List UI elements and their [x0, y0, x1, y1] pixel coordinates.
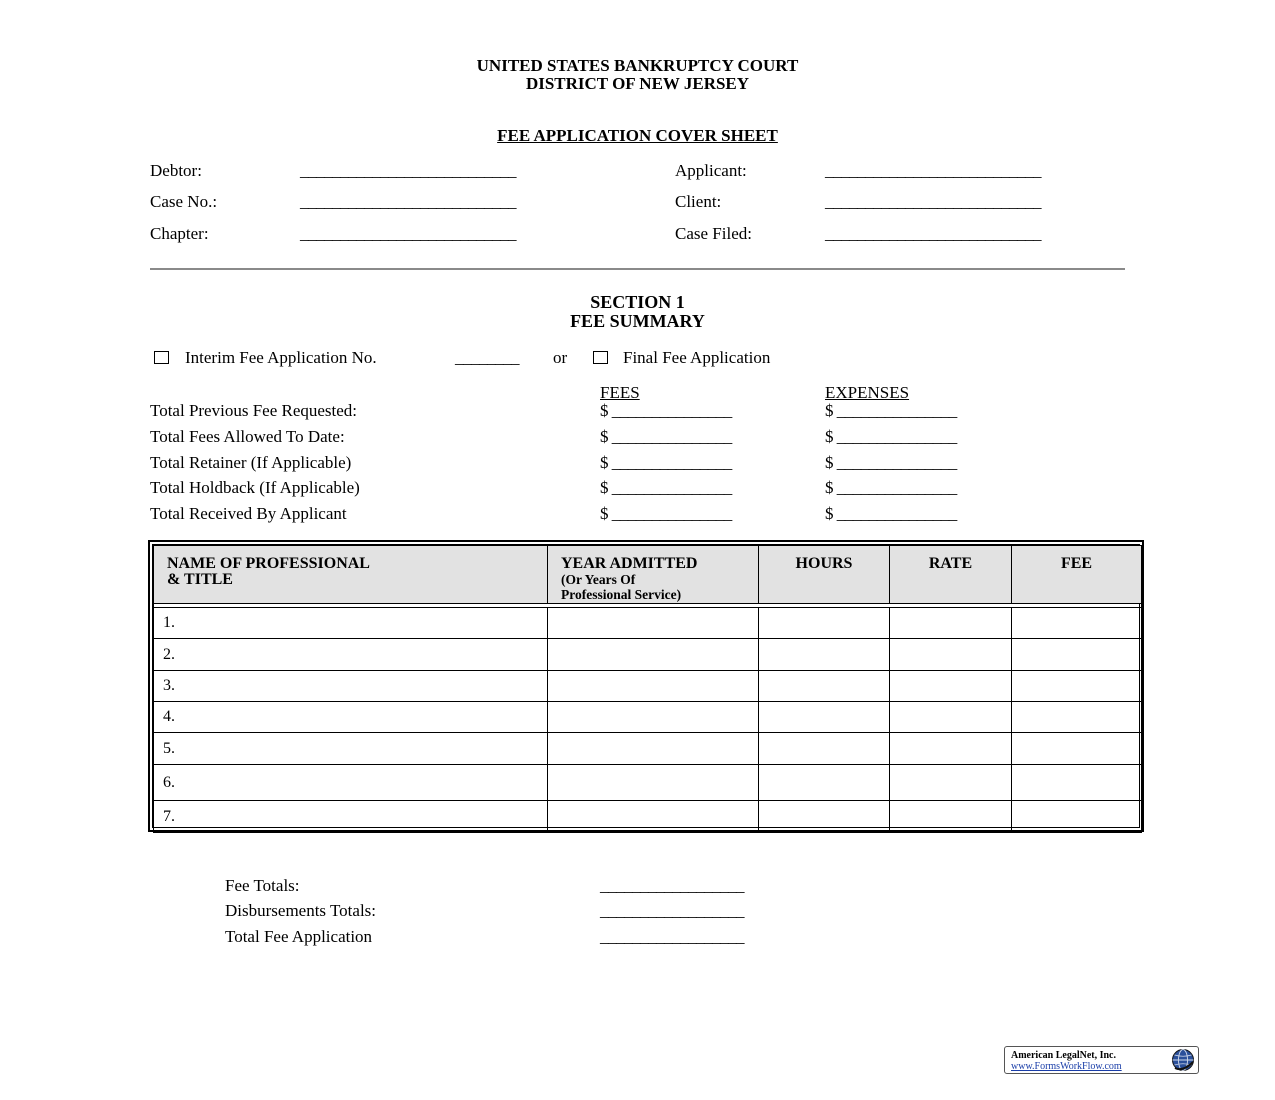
fee-cell[interactable] [1012, 733, 1142, 765]
rate-cell[interactable] [890, 733, 1012, 765]
name-header-line2: & TITLE [167, 571, 233, 588]
section-title: FEE SUMMARY [570, 311, 705, 331]
client-field[interactable]: ___________________________ [825, 192, 1041, 211]
section-divider [150, 268, 1125, 270]
hours-cell[interactable] [759, 765, 890, 801]
fee-cell[interactable] [1012, 801, 1142, 833]
expenses-amount-field[interactable]: $ _______________ [825, 427, 957, 446]
expenses-column-header: EXPENSES [825, 383, 910, 402]
disbursements-totals-field[interactable]: __________________ [600, 901, 744, 920]
publisher-url[interactable]: www.FormsWorkFlow.com [1011, 1061, 1122, 1072]
applicant-label: Applicant: [675, 161, 747, 180]
case-filed-label: Case Filed: [675, 224, 752, 243]
client-label: Client: [675, 192, 722, 211]
row-number[interactable]: 4. [154, 702, 548, 733]
hours-cell[interactable] [759, 801, 890, 833]
hours-cell[interactable] [759, 608, 890, 639]
summary-row-label: Total Retainer (If Applicable) [150, 453, 352, 472]
year-cell[interactable] [548, 639, 759, 671]
year-header-line3: Professional Service) [561, 587, 682, 602]
fee-cell[interactable] [1012, 765, 1142, 801]
case-no-field[interactable]: ___________________________ [300, 192, 516, 211]
row-number[interactable]: 3. [154, 671, 548, 702]
year-cell[interactable] [548, 765, 759, 801]
fee-cell[interactable] [1012, 639, 1142, 671]
fees-column-header: FEES [600, 383, 640, 402]
row-number[interactable]: 6. [154, 765, 548, 801]
year-admitted-column-header [548, 546, 759, 604]
expenses-amount-field[interactable]: $ _______________ [825, 478, 957, 497]
summary-row-label: Total Fees Allowed To Date: [150, 427, 345, 446]
chapter-field[interactable]: ___________________________ [300, 224, 516, 243]
debtor-field[interactable]: ___________________________ [300, 161, 516, 180]
year-cell[interactable] [548, 801, 759, 833]
interim-number-field[interactable]: ________ [455, 348, 519, 367]
summary-row-label: Total Previous Fee Requested: [150, 401, 358, 420]
rate-column-header: RATE [890, 546, 1012, 604]
globe-icon [1171, 1048, 1195, 1072]
or-text: or [553, 348, 568, 367]
row-number[interactable]: 2. [154, 639, 548, 671]
section-number: SECTION 1 [590, 292, 685, 312]
total-fee-application-label: Total Fee Application [225, 927, 373, 946]
fee-cell[interactable] [1012, 608, 1142, 639]
hours-cell[interactable] [759, 639, 890, 671]
rate-cell[interactable] [890, 765, 1012, 801]
table-row [154, 733, 1142, 765]
fee-column-header: FEE [1012, 546, 1142, 604]
expenses-amount-field[interactable]: $ _______________ [825, 504, 957, 523]
fee-totals-field[interactable]: __________________ [600, 876, 744, 895]
summary-row-label: Total Received By Applicant [150, 504, 347, 523]
hours-cell[interactable] [759, 733, 890, 765]
final-label: Final Fee Application [623, 348, 771, 367]
year-cell[interactable] [548, 671, 759, 702]
table-row [154, 801, 1142, 833]
row-number[interactable]: 1. [154, 608, 548, 639]
fee-cell[interactable] [1012, 671, 1142, 702]
expenses-amount-field[interactable]: $ _______________ [825, 401, 957, 420]
fees-amount-field[interactable]: $ _______________ [600, 453, 732, 472]
applicant-field[interactable]: ___________________________ [825, 161, 1041, 180]
table-row [154, 765, 1142, 801]
rate-cell[interactable] [890, 801, 1012, 833]
year-cell[interactable] [548, 608, 759, 639]
rate-cell[interactable] [890, 702, 1012, 733]
name-column-header [154, 546, 548, 604]
fee-cell[interactable] [1012, 702, 1142, 733]
court-district: DISTRICT OF NEW JERSEY [525, 74, 750, 93]
final-checkbox[interactable] [593, 351, 608, 364]
summary-row-label: Total Holdback (If Applicable) [150, 478, 360, 497]
hours-column-header: HOURS [759, 546, 890, 604]
row-number[interactable]: 7. [154, 801, 548, 833]
table-row [154, 639, 1142, 671]
rate-cell[interactable] [890, 608, 1012, 639]
disbursements-totals-label: Disbursements Totals: [225, 901, 377, 920]
publisher-logo[interactable] [1004, 1046, 1199, 1074]
court-name: UNITED STATES BANKRUPTCY COURT [476, 56, 799, 75]
table-header-row [154, 546, 1142, 604]
publisher-name: American LegalNet, Inc. [1011, 1050, 1116, 1061]
table-row [154, 608, 1142, 639]
rate-cell[interactable] [890, 671, 1012, 702]
case-filed-field[interactable]: ___________________________ [825, 224, 1041, 243]
fee-totals-label: Fee Totals: [225, 876, 300, 895]
interim-label: Interim Fee Application No. [185, 348, 377, 367]
fees-amount-field[interactable]: $ _______________ [600, 504, 732, 523]
fees-amount-field[interactable]: $ _______________ [600, 427, 732, 446]
year-cell[interactable] [548, 733, 759, 765]
fees-amount-field[interactable]: $ _______________ [600, 401, 732, 420]
row-number[interactable]: 5. [154, 733, 548, 765]
year-cell[interactable] [548, 702, 759, 733]
form-title: FEE APPLICATION COVER SHEET [497, 126, 778, 145]
rate-cell[interactable] [890, 639, 1012, 671]
table-row [154, 702, 1142, 733]
hours-cell[interactable] [759, 671, 890, 702]
year-header-line1: YEAR ADMITTED [561, 555, 698, 572]
professionals-table [148, 540, 1144, 832]
name-header-line1: NAME OF PROFESSIONAL [167, 555, 370, 572]
total-fee-application-field[interactable]: __________________ [600, 927, 744, 946]
year-header-line2: (Or Years Of [561, 572, 636, 587]
interim-checkbox[interactable] [154, 351, 169, 364]
chapter-label: Chapter: [150, 224, 209, 243]
expenses-amount-field[interactable]: $ _______________ [825, 453, 957, 472]
table-row [154, 671, 1142, 702]
hours-cell[interactable] [759, 702, 890, 733]
debtor-label: Debtor: [150, 161, 202, 180]
fees-amount-field[interactable]: $ _______________ [600, 478, 732, 497]
case-no-label: Case No.: [150, 192, 218, 211]
